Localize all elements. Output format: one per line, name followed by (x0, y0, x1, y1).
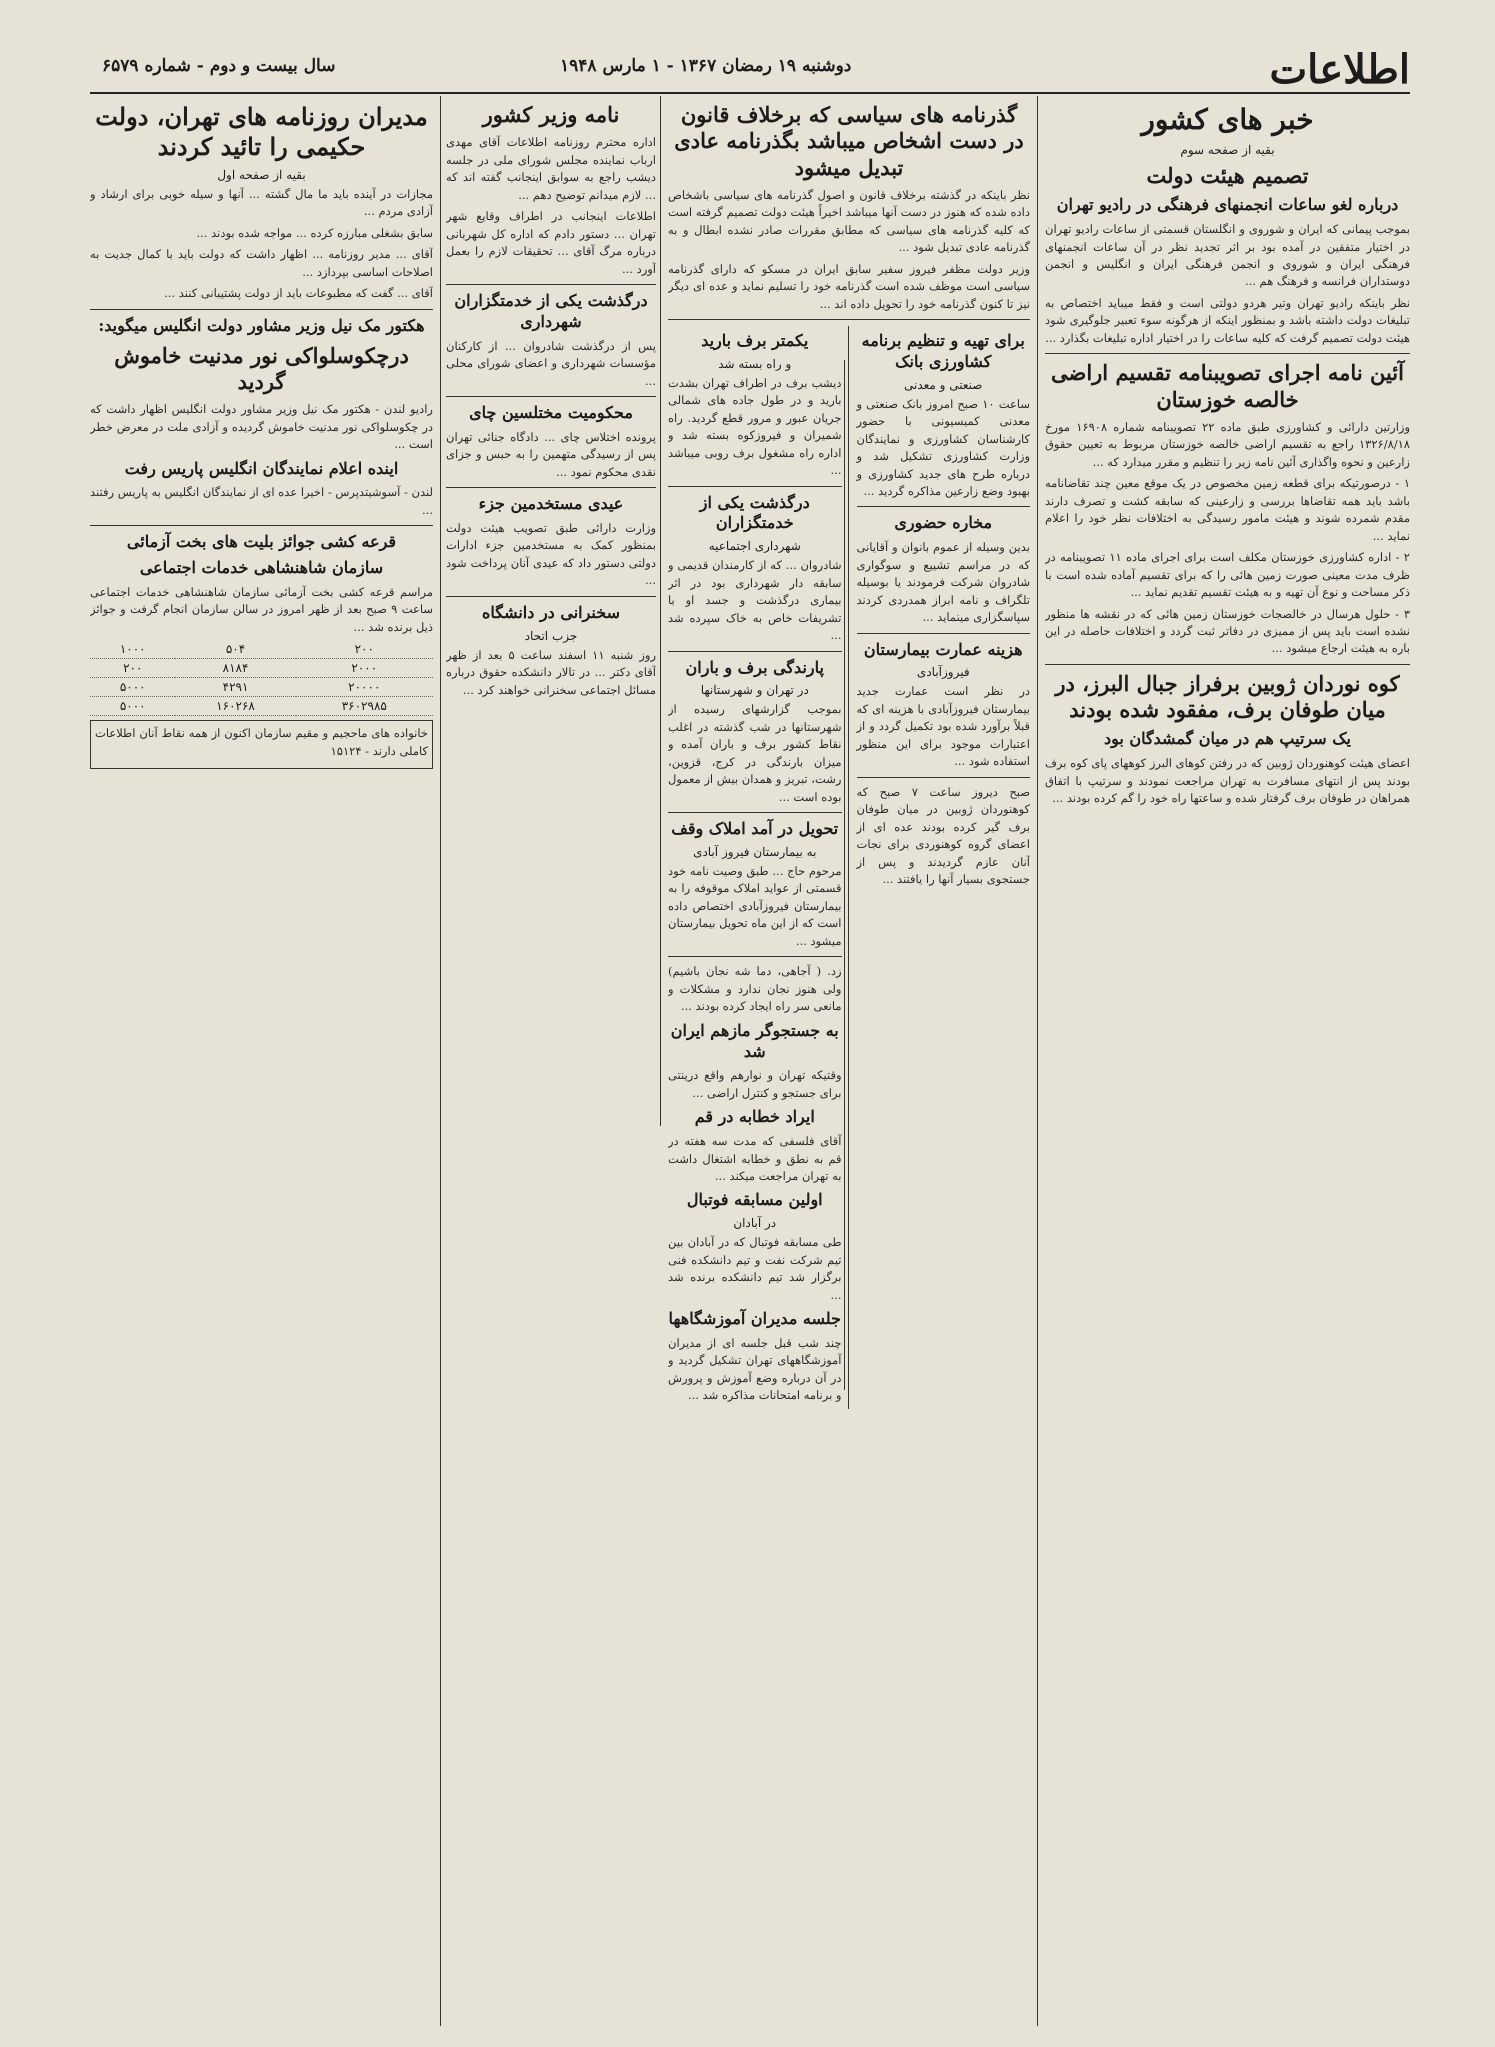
article-subheadline: سازمان شاهنشاهی خدمات اجتماعی (139, 558, 384, 578)
prize-cell: ۵۰۰۰ (90, 697, 175, 716)
article-headline: هزینه عمارت بیمارستان (863, 639, 1023, 659)
prize-cell: ۱۰۰۰ (90, 640, 175, 659)
date-line: دوشنبه ۱۹ رمضان ۱۳۶۷ - ۱ مارس ۱۹۴۸ (560, 56, 852, 76)
article-headline: مخاره حضوری (894, 513, 993, 533)
article-headline: به جستجوگر مازهم ایران شد (670, 1020, 839, 1061)
article-headline: گذرنامه های سیاسی که برخلاف قانون در دست اشخاص میباشد بگذرنامه عادی تبدیل میشود (674, 102, 1024, 180)
article-body: وزارتین دارائی و کشاورزی طبق ماده ۲۲ تصویبنامه شماره ۱۶۹۰۸ مورخ ۱۳۲۶/۸/۱۸ راجع به تقسیم اراضی خالصه خوزستان مربوط به تعیین حقوق زارعین و نحوه واگذاری آئین نامه زیر را تنظیم و مقرر میدارد که ... ۱ - درصورتیکه برای قطعه زمین مخصوص در یک موقع معین چند تقاضانامه باشد باید همه تقاضاها بررسی و زارعینی که سابقه کشت و تصرف دارند مقدم شمرده شوند و هیئت مامور رسیدگی به اختلافات نظر خود را اعلام نماید ... ۲ - اداره کشاورزی خوزستان مکلف است برای اجرای ماده ۱۱ تصویبنامه در ظرف مدت معینی صورت زمین هائی را که برای تقسیم آماده شده است با ذکر مساحت و نوع آن تهیه و به هیئت تقسیم تقدیم نماید ... ۳ - حلول هرسال در خالصجات خوزستان زمین هائی که در نقشه ها منظور نشده است باید پس از ممیزی در دفاتر ثبت گردد و اختلافات حاصله در این باره به هیئت ارجاع میشود ... (1045, 419, 1410, 656)
newspaper-title: اطلاعات (1269, 46, 1410, 93)
lottery-prizes-table (90, 640, 433, 716)
column-rule (1037, 96, 1038, 2026)
article-headline: تحویل در آمد املاک وقف (671, 819, 839, 839)
article-headline: نامه وزیر کشور (482, 102, 620, 127)
article-headline: جلسه مدیران آموزشگاهها (668, 1309, 841, 1329)
prize-cell: ۸۱۸۴ (175, 659, 295, 678)
column-interior-ministry: نامه وزیر کشور اداره محترم روزنامه اطلاعات آقای مهدی ارباب نماینده مجلس شورای ملی در جلسه دیشب راجع به سوابق اینجانب گفته اند که ... لازم میدانم توضیح دهم ... اطلاعات اینجانب در اطراف وقایع شهر تهران ... دستور دادم که اداره کل شهربانی درباره مرگ آقای ... تحقیقات لازم را بعمل آورد ... درگذشت یکی از خدمتگزاران شهرداری پس از درگذشت شادروان ... از کارکنان مؤسسات شهرداری و اعضای شورای محلی ... محکومیت مختلسین چای پرونده اختلاس چای ... دادگاه جنائی تهران پس از رسیدگی متهمین را به حبس و جزای نقدی محکوم نمود ... عیدی مستخدمین جزء وزارت دارائی طبق تصویب هیئت دولت بمنظور کمک به مستخدمین جزء ادارات دولتی دستور داد که عیدی آنان پرداخت شود ... سخنرانی در دانشگاه جزب اتحاد روز شنبه ۱۱ اسفند ساعت ۵ بعد از ظهر آقای دکتر ... در تالار دانشکده حقوق درباره مسائل اجتماعی سخنرانی خواهند کرد ... (446, 102, 656, 697)
article-headline: اینده اعلام نمایندگان انگلیس پاریس رفت (124, 458, 399, 478)
column-rule (440, 96, 441, 2026)
prize-row (90, 659, 433, 678)
column-middle (668, 96, 1030, 2026)
prize-row (90, 697, 433, 716)
article-body: اعضای هیئت کوهنوردان ژوبین که در رفتن کوهای البرز کوههای پای کوه برف بودند پس از انتهای مسافرت به تهران مراجعت نمودند و سرتیپ با اتفاق همراهان در طوفان برف گرفتار شده و ساعتها راه خود را گم کرده بودند ... (1045, 756, 1410, 806)
prize-cell: ۱۶۰۲۶۸ (175, 697, 295, 716)
prize-cell: ۳۶۰۲۹۸۵ (296, 697, 433, 716)
prize-cell: ۴۲۹۱ (175, 678, 295, 697)
article-headline: اولین مسابقه فوتبال (686, 1190, 823, 1210)
section-title: خبر های کشور (1141, 103, 1314, 136)
article-headline: قرعه کشی جوائز بلیت های بخت آزمائی (126, 532, 397, 552)
article-headline: پارندگی برف و باران (685, 657, 824, 677)
article-headline: درگذشت یکی از خدمتگزاران شهرداری (454, 291, 648, 331)
article-headline: سخنرانی در دانشگاه (481, 602, 620, 622)
prize-cell: ۵۰۴ (175, 640, 295, 659)
article-body: نظر باینکه در گذشته برخلاف قانون و اصول گذرنامه های سیاسی باشخاص داده شده که هنوز در دست آنها میباشد اخیراً هیئت دولت تصمیم گرفته است که کلیه گذرنامه های سیاسی که مطابق مقررات صادر نشده ابطال و به گذرنامه عادی تبدیل شود ... وزیر دولت مظفر فیروز سفیر سابق ایران در مسکو که دارای گذرنامه سیاسی است موظف شده است گذرنامه خود را تسلیم نماید و عده ای دیگر نیز تا کنون گذرنامه خود را تحویل داده اند ... (668, 187, 1030, 311)
article-headline: عیدی مستخدمین جزء (478, 494, 624, 514)
column-press-and-foreign: مدیران روزنامه های تهران، دولت حکیمی را تائید کردند بقیه از صفحه اول مجازات در آینده باید ما مال گشته ... آنها و سیله خوبی برای ارشاد و آزادی مردم ... سابق بشغلی مبارزه کرده ... مواجه شده بودند ... آقای ... مدیر روزنامه ... اظهار داشت که دولت باید با کمال جدیت به اصلاحات اساسی بپردازد ... آقای ... گفت که مطبوعات باید از دولت پشتیبانی کنند ... هکتور مک نیل وزیر مشاور دولت انگلیس میگوید: درچکوسلواکی نور مدنیت خاموش گردید رادیو لندن - هکتور مک نیل وزیر مشاور دولت انگلیس اظهار داشت که در چکوسلواکی نور مدنیت خاموش گردیده و آزادی ملت در معرض خطر است ... اینده اعلام نمایندگان انگلیس پاریس رفت لندن - آسوشیتدپرس - اخیرا عده ای از نمایندگان انگلیس به پاریس رفتند ... قرعه کشی جوائز بلیت های بخت آزمائی سازمان شاهنشاهی خدمات اجتماعی مراسم قرعه کشی بخت آزمائی سازمان شاهنشاهی خدمات اجتماعی ساعت ۹ صبح بعد از ظهر امروز در سالن سازمان انجام گرفت و جوائز ذیل برنده شد ... ۲۰۰ ۵۰۴ ۱۰۰۰ ۲۰۰۰ ۸۱۸۴ ۲۰۰ ۲۰۰۰۰ ۴۲۹۱ ۵۰۰۰ ۳۶۰۲۹۸۵ ۱۶۰۲۶۸ ۵۰۰۰ خانواده های ماحجیم و مقیم سازمان اکنون از همه نقاط آنان اطلاعات کاملی دارند - ۱۵۱۲۴ (90, 96, 433, 2026)
masthead (90, 46, 1410, 94)
subcolumn-left: یکمتر برف بارید و راه بسته شد دیشب برف در اطراف تهران بشدت بارید و در طول جاده های شمالی جریان عبور و مرور قطع گردید. راه شمیران و فیروزکوه بسته شد و اداره راه مشغول برف روبی میباشد ... درگذشت یکی از خدمتگزاران شهرداری اجتماعیه شادروان ... که از کارمندان قدیمی و سابقه دار شهرداری بود در اثر بیماری درگذشت و جسد او با تشریفات خاص به خاک سپرده شد ... پارندگی برف و باران در تهران و شهرستانها بموجب گزارشهای رسیده از شهرستانها در شب گذشته در اغلب نقاط کشور برف و باران آمده و میزان بارندگی در کرج، قزوین، رشت، تبریز و همدان بیش از معمول بوده است ... تحویل در آمد املاک وقف به بیمارستان فیروز آبادی مرحوم حاج ... طبق وصیت نامه خود قسمتی از عواید املاک موقوفه را به بیمارستان فیروزآبادی اختصاص داده است که از این ماه تحویل بیمارستان میشود ... زد. ( آجاهی، دما شه نجان باشیم) ولی هنوز نجان ندارد و مشکلات و مانعی سر راه ایجاد کرده بودند ... به جستجوگر مازهم ایران شد وقتیکه تهران و نوارهم واقع درینتی برای جستجو و کنترل اراضی ... ایراد خطابه در قم آقای فلسفی که مدت سه هفته در قم به نطق و خطابه اشتغال داشت به تهران مراجعت میکند ... اولین مسابقه فوتبال در آبادان طی مسابقه فوتبال که در آبادان بین تیم شرکت نفت و تیم دانشکده فنی برگزار شد تیم دانشکده برنده شد ... جلسه مدیران آموزشگاهها چند شب قبل جلسه ای از مدیران آموزشگاههای تهران تشکیل گردید و در آن درباره وضع آموزش و پرورش و برنامه امتحانات مذاکره شد ... (668, 326, 849, 1409)
article-headline: درگذشت یکی از خدمتگزاران (699, 492, 810, 533)
continued-note: بقیه از صفحه سوم (1180, 143, 1275, 157)
article-headline: محکومیت مختلسین چای (469, 403, 633, 422)
article-headline: یکمتر برف بارید (701, 331, 809, 351)
column-domestic-news (1045, 96, 1410, 2026)
column-rule (660, 96, 661, 1126)
article-kicker: هکتور مک نیل وزیر مشاور دولت انگلیس میگوید: (98, 315, 425, 335)
article-headline: تصمیم هیئت دولت (1146, 163, 1309, 188)
prize-cell: ۲۰۰۰ (296, 659, 433, 678)
prize-row (90, 678, 433, 697)
article-headline: برای تهیه و تنظیم برنامه کشاورزی بانک (861, 331, 1025, 371)
article-headline: ایراد خطابه در قم (694, 1107, 815, 1127)
article-headline: مدیران روزنامه های تهران، دولت حکیمی را تائید کردند (95, 102, 428, 161)
subcolumn-right: برای تهیه و تنظیم برنامه کشاورزی بانک صنعتی و معدنی ساعت ۱۰ صبح امروز بانک صنعتی و معدنی کمیسیونی با حضور کارشناسان کشاورزی و نمایندگان وزارت کشاورزی تشکیل شد و درباره طرح های جدید کشاورزی و بهبود وضع زارعین مذاکره گردید ... مخاره حضوری بدین وسیله از عموم بانوان و آقایانی که در مراسم تشییع و سوگواری شادروان شرکت فرمودند یا بوسیله تلگراف و نامه ابراز همدردی کردند سپاسگزاری مینماید ... هزینه عمارت بیمارستان فیروزآبادی در نظر است عمارت جدید بیمارستان فیروزآبادی با هزینه ای که قبلاً برآورد شده بود تکمیل گردد و از اعتبارات موجود برای این منظور استفاده شود ... صبح دیروز ساعت ۷ صبح که کوهنوردان ژوبین در میان طوفان برف گیر کرده بودند عده ای از اعضای گروه کوهنوردی برای نجات آنان عازم گردیدند و پس از جستجوی بسیار آنها را یافتند ... (856, 331, 1030, 887)
article-headline: درچکوسلواکی نور مدنیت خاموش گردید (114, 342, 409, 394)
prize-cell: ۲۰۰ (296, 640, 433, 659)
article-subheadline: یک سرتیپ هم در میان گمشدگان بود (1103, 729, 1351, 749)
prize-cell: ۲۰۰ (90, 659, 175, 678)
prize-cell: ۲۰۰۰۰ (296, 678, 433, 697)
article-headline: آئین نامه اجرای تصویبنامه تقسیم اراضی خالصه خوزستان (1051, 360, 1404, 412)
article-body: بموجب پیمانی که ایران و شوروی و انگلستان قسمتی از ساعات رادیو تهران در اختیار متفقین در آمده بود بر اثر تجدید نظر در آن ساعات انجمنهای فرهنگی ایران و شوروی و انجمن فرهنگی ایران و انگلیس و انجمن دوستداران فرانسه و فرهنگ هم ... نظر باینکه رادیو تهران وتیر هردو دولتی است و فقط میباید اختصاص به تبلیغات دولت داشته باشد و بمنظور اینکه از هرگونه سوء تعبیر جلوگیری شود هیئت دولت تصمیم گرفت که کلیه ساعات را در اختیار اداره تبلیغات بگذارد ... (1045, 222, 1410, 345)
prize-cell: ۵۰۰۰ (90, 678, 175, 697)
article-headline: کوه نوردان ژوبین برفراز جبال البرز، در میان طوفان برف، مفقود شده بودند (1055, 670, 1400, 723)
issue-line: سال بیست و دوم - شماره ۶۵۷۹ (102, 56, 336, 76)
notice-box: خانواده های ماحجیم و مقیم سازمان اکنون از همه نقاط آنان اطلاعات کاملی دارند - ۱۵۱۲۴ (90, 720, 433, 769)
prize-row (90, 640, 433, 659)
article-subheadline: درباره لغو ساعات انجمنهای فرهنگی در رادیو تهران (1056, 195, 1399, 215)
